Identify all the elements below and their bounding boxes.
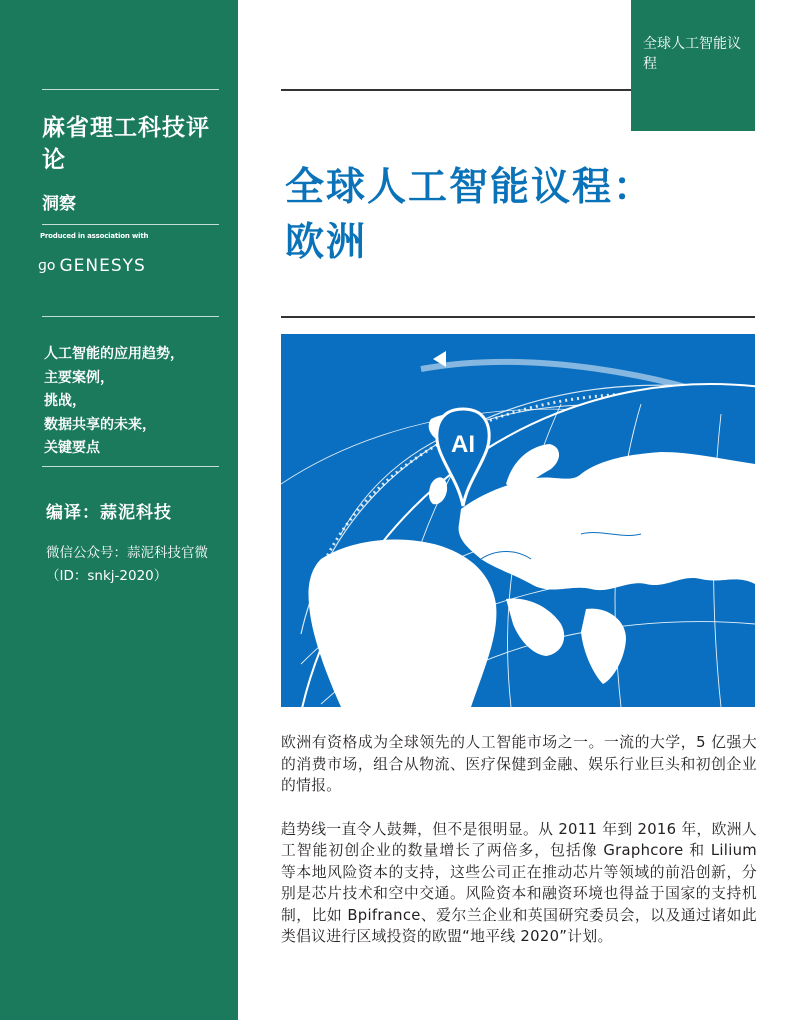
paragraph: 趋势线一直令人鼓舞，但不是很明显。从 2011 年到 2016 年，欧洲人工智能初创企业的数量增长了两倍多，包括像 Graphcore 和 Lilium 等本地风险资本的支持，这些公司正在推动芯片等领域的前沿创新，分别是芯片技术和空中交通。风险资本和融资环境也得益于国家的支持机制，比如 Bpifrance、爱尔兰企业和英国研究委员会，以及通过诸如此类倡议进行区域投资的欧盟“地平线 2020”计划。: [281, 820, 757, 945]
genesys-logo-text: GENESYS: [59, 256, 146, 276]
divider: [42, 224, 219, 225]
wechat-account: [46, 542, 236, 588]
topic-item: 人工智能的应用趋势，: [44, 346, 184, 362]
sidebar: [0, 0, 238, 1020]
header-divider: [281, 89, 631, 91]
divider: [42, 466, 219, 467]
genesys-logo: [38, 256, 146, 276]
divider: [42, 89, 219, 90]
page-title: [285, 160, 755, 270]
translator-credit: 编译：蒜泥科技: [46, 503, 172, 523]
title-divider: [281, 316, 755, 318]
association-text: Produced in association with: [40, 232, 149, 240]
globe-illustration: [281, 334, 755, 707]
brand-subtitle: 洞察: [42, 194, 76, 214]
corner-tag: 全球人工智能议程: [631, 0, 755, 131]
paragraph: 欧洲有资格成为全球领先的人工智能市场之一。一流的大学，5 亿强大的消费市场，组合从物流、医疗保健到金融、娱乐行业巨头和初创企业的情报。: [281, 734, 757, 794]
topic-item: 数据共享的未来，: [44, 416, 156, 433]
topic-item: 挑战，: [44, 393, 86, 409]
page-title-line: 欧洲: [285, 220, 368, 265]
wechat-line: 微信公众号：蒜泥科技官微: [46, 545, 208, 561]
brand-title: 麻省理工科技评论: [42, 115, 210, 173]
wechat-id: （ID：snkj-2020）: [46, 568, 168, 584]
topic-item: 主要案例，: [44, 369, 114, 386]
ai-pin-label: AI: [451, 431, 475, 458]
article-body: [281, 732, 757, 970]
genesys-mark-icon: ɡo: [38, 258, 56, 274]
topic-list: [44, 343, 229, 461]
hero-globe-image: [281, 334, 755, 707]
topic-item: 关键要点: [44, 440, 100, 456]
divider: [42, 316, 219, 317]
page-title-line: 全球人工智能议程：: [285, 165, 655, 210]
